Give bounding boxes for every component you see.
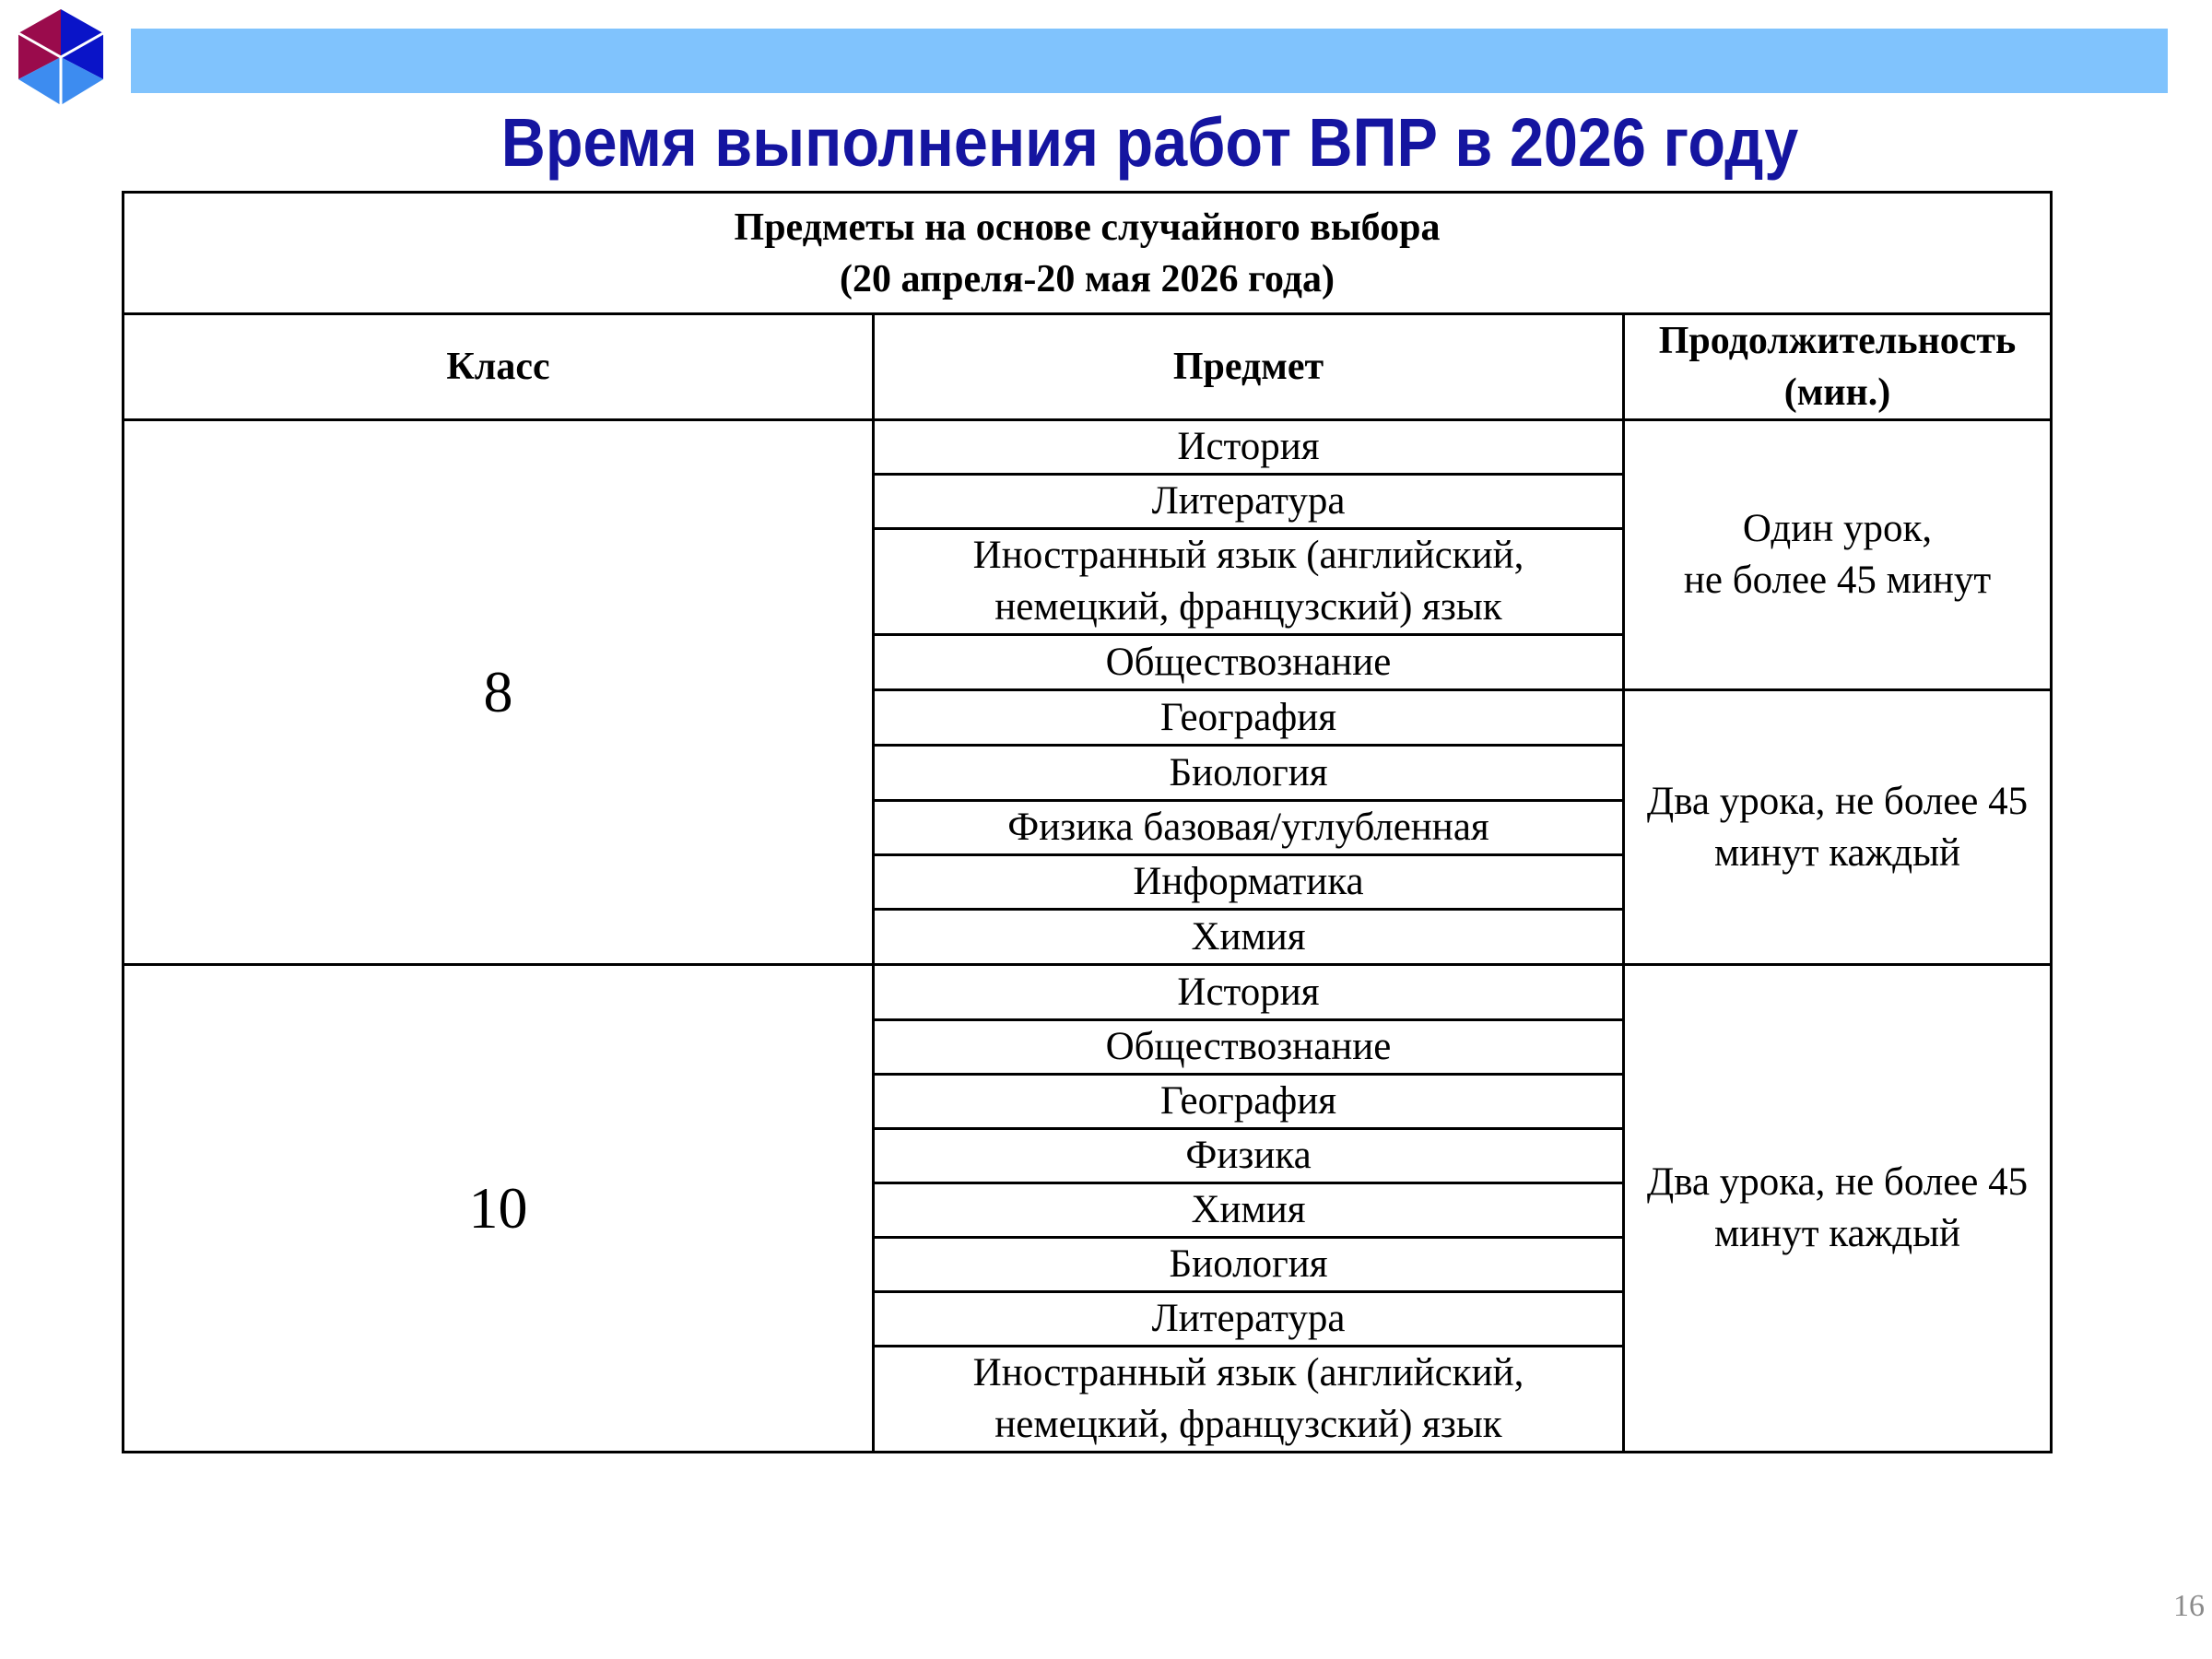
schedule-table-container bbox=[122, 191, 2050, 1446]
subject-line: немецкий, французский) язык bbox=[994, 585, 1502, 629]
duration-line: Один урок, bbox=[1742, 507, 1933, 550]
header-grade: Класс bbox=[124, 314, 874, 420]
subject-cell bbox=[874, 529, 1624, 635]
slide-title: Время выполнения работ ВПР в 2026 году bbox=[500, 104, 1799, 181]
subject-line: немецкий, французский) язык bbox=[994, 1403, 1502, 1446]
subject-cell: Литература bbox=[874, 1292, 1624, 1347]
duration-line: Два урока, не более 45 bbox=[1646, 1160, 2029, 1204]
subject-cell bbox=[874, 1347, 1624, 1453]
subject-line: Иностранный язык (английский, bbox=[972, 534, 1524, 577]
schedule-table bbox=[122, 191, 2053, 1453]
table-caption-line: Предметы на основе случайного выбора bbox=[734, 206, 1441, 249]
subject-cell: История bbox=[874, 420, 1624, 475]
subject-cell: Информатика bbox=[874, 855, 1624, 910]
header-bar bbox=[131, 29, 2168, 93]
subject-cell: Физика bbox=[874, 1129, 1624, 1183]
page-number: 16 bbox=[2173, 1589, 2205, 1623]
subject-cell: География bbox=[874, 1075, 1624, 1129]
duration-cell bbox=[1624, 690, 2052, 965]
duration-line: минут каждый bbox=[1713, 830, 1961, 875]
header-duration-line: Продолжительность bbox=[1658, 320, 2017, 362]
table-row bbox=[124, 420, 2052, 475]
duration-line: минут каждый bbox=[1713, 1212, 1961, 1255]
subject-cell: Литература bbox=[874, 475, 1624, 529]
header-duration-line: (мин.) bbox=[1783, 371, 1891, 414]
subject-cell: История bbox=[874, 965, 1624, 1020]
subject-line: Иностранный язык (английский, bbox=[972, 1351, 1524, 1394]
table-caption bbox=[124, 193, 2052, 314]
duration-line: Два урока, не более 45 bbox=[1646, 779, 2029, 823]
duration-cell bbox=[1624, 965, 2052, 1453]
grade-cell-8: 8 bbox=[124, 420, 874, 965]
cube-logo-icon bbox=[13, 7, 109, 109]
header-subject: Предмет bbox=[874, 314, 1624, 420]
table-caption-line: (20 апреля-20 мая 2026 года) bbox=[840, 257, 1335, 300]
duration-cell bbox=[1624, 420, 2052, 690]
duration-line: не более 45 минут bbox=[1683, 559, 1992, 602]
subject-cell: Биология bbox=[874, 746, 1624, 801]
subject-cell: Обществознание bbox=[874, 635, 1624, 690]
table-header-row bbox=[124, 314, 2052, 420]
subject-cell: Обществознание bbox=[874, 1020, 1624, 1075]
subject-cell: Химия bbox=[874, 910, 1624, 965]
header-duration bbox=[1624, 314, 2052, 420]
subject-cell: Физика базовая/углубленная bbox=[874, 801, 1624, 855]
table-caption-row bbox=[124, 193, 2052, 314]
subject-cell: География bbox=[874, 690, 1624, 746]
table-row bbox=[124, 965, 2052, 1020]
grade-cell-10: 10 bbox=[124, 965, 874, 1453]
subject-cell: Биология bbox=[874, 1238, 1624, 1292]
subject-cell: Химия bbox=[874, 1183, 1624, 1238]
